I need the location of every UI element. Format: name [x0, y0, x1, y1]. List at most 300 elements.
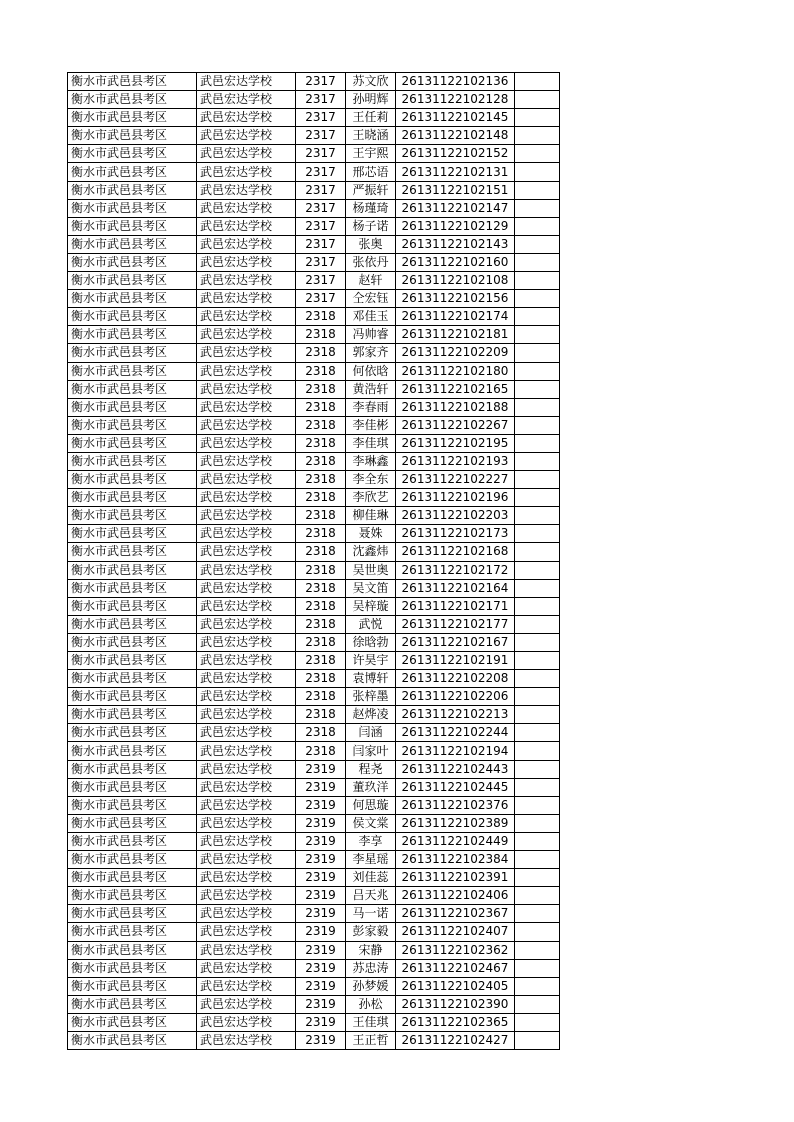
exam-id-cell: 26131122102208 — [396, 670, 515, 688]
exam-area-cell: 衡水市武邑县考区 — [68, 127, 197, 145]
table-row — [68, 452, 560, 470]
class-cell: 2318 — [296, 724, 346, 742]
exam-area-cell: 衡水市武邑县考区 — [68, 670, 197, 688]
class-cell: 2318 — [296, 326, 346, 344]
class-cell: 2318 — [296, 561, 346, 579]
class-cell: 2318 — [296, 471, 346, 489]
empty-cell — [515, 362, 560, 380]
empty-cell — [515, 724, 560, 742]
empty-cell — [515, 452, 560, 470]
student-name-cell: 侯文棠 — [346, 814, 396, 832]
class-cell: 2319 — [296, 905, 346, 923]
empty-cell — [515, 145, 560, 163]
exam-area-cell: 衡水市武邑县考区 — [68, 615, 197, 633]
school-cell: 武邑宏达学校 — [197, 923, 296, 941]
exam-area-cell: 衡水市武邑县考区 — [68, 434, 197, 452]
school-cell: 武邑宏达学校 — [197, 652, 296, 670]
exam-id-cell: 26131122102227 — [396, 471, 515, 489]
table-row — [68, 633, 560, 651]
empty-cell — [515, 579, 560, 597]
exam-area-cell: 衡水市武邑县考区 — [68, 489, 197, 507]
class-cell: 2318 — [296, 362, 346, 380]
school-cell: 武邑宏达学校 — [197, 145, 296, 163]
exam-area-cell: 衡水市武邑县考区 — [68, 923, 197, 941]
student-name-cell: 赵烨凌 — [346, 706, 396, 724]
exam-area-cell: 衡水市武邑县考区 — [68, 199, 197, 217]
student-name-cell: 李佳琪 — [346, 434, 396, 452]
table-row — [68, 507, 560, 525]
exam-id-cell: 26131122102449 — [396, 832, 515, 850]
class-cell: 2318 — [296, 434, 346, 452]
empty-cell — [515, 272, 560, 290]
student-name-cell: 王佳琪 — [346, 1013, 396, 1031]
school-cell: 武邑宏达学校 — [197, 344, 296, 362]
student-name-cell: 王晓涵 — [346, 127, 396, 145]
school-cell: 武邑宏达学校 — [197, 398, 296, 416]
exam-id-cell: 26131122102195 — [396, 434, 515, 452]
empty-cell — [515, 597, 560, 615]
exam-area-cell: 衡水市武邑县考区 — [68, 778, 197, 796]
exam-id-cell: 26131122102213 — [396, 706, 515, 724]
table-row — [68, 199, 560, 217]
exam-area-cell: 衡水市武邑县考区 — [68, 308, 197, 326]
exam-area-cell: 衡水市武邑县考区 — [68, 452, 197, 470]
school-cell: 武邑宏达学校 — [197, 706, 296, 724]
table-row — [68, 742, 560, 760]
school-cell: 武邑宏达学校 — [197, 163, 296, 181]
school-cell: 武邑宏达学校 — [197, 832, 296, 850]
exam-id-cell: 26131122102244 — [396, 724, 515, 742]
table-row — [68, 235, 560, 253]
class-cell: 2318 — [296, 543, 346, 561]
empty-cell — [515, 91, 560, 109]
table-row — [68, 832, 560, 850]
exam-id-cell: 26131122102148 — [396, 127, 515, 145]
exam-id-cell: 26131122102188 — [396, 398, 515, 416]
class-cell: 2318 — [296, 416, 346, 434]
table-row — [68, 434, 560, 452]
table-row — [68, 344, 560, 362]
class-cell: 2318 — [296, 525, 346, 543]
school-cell: 武邑宏达学校 — [197, 814, 296, 832]
exam-id-cell: 26131122102173 — [396, 525, 515, 543]
table-row — [68, 778, 560, 796]
exam-id-cell: 26131122102196 — [396, 489, 515, 507]
exam-id-cell: 26131122102152 — [396, 145, 515, 163]
class-cell: 2317 — [296, 235, 346, 253]
student-name-cell: 邓佳玉 — [346, 308, 396, 326]
empty-cell — [515, 633, 560, 651]
empty-cell — [515, 525, 560, 543]
exam-id-cell: 26131122102191 — [396, 652, 515, 670]
table-row — [68, 561, 560, 579]
class-cell: 2318 — [296, 507, 346, 525]
exam-id-cell: 26131122102145 — [396, 109, 515, 127]
student-name-cell: 吴梓璇 — [346, 597, 396, 615]
empty-cell — [515, 235, 560, 253]
student-name-cell: 吴世奥 — [346, 561, 396, 579]
exam-id-cell: 26131122102391 — [396, 869, 515, 887]
student-name-cell: 闫涵 — [346, 724, 396, 742]
empty-cell — [515, 163, 560, 181]
exam-id-cell: 26131122102267 — [396, 416, 515, 434]
school-cell: 武邑宏达学校 — [197, 941, 296, 959]
empty-cell — [515, 434, 560, 452]
empty-cell — [515, 869, 560, 887]
table-row — [68, 326, 560, 344]
empty-cell — [515, 706, 560, 724]
class-cell: 2317 — [296, 91, 346, 109]
exam-area-cell: 衡水市武邑县考区 — [68, 688, 197, 706]
class-cell: 2319 — [296, 760, 346, 778]
exam-area-cell: 衡水市武邑县考区 — [68, 597, 197, 615]
exam-area-cell: 衡水市武邑县考区 — [68, 995, 197, 1013]
empty-cell — [515, 905, 560, 923]
table-row — [68, 416, 560, 434]
empty-cell — [515, 1031, 560, 1049]
exam-id-cell: 26131122102136 — [396, 73, 515, 91]
school-cell: 武邑宏达学校 — [197, 995, 296, 1013]
student-name-cell: 吴文笛 — [346, 579, 396, 597]
class-cell: 2317 — [296, 253, 346, 271]
exam-area-cell: 衡水市武邑县考区 — [68, 832, 197, 850]
empty-cell — [515, 923, 560, 941]
school-cell: 武邑宏达学校 — [197, 217, 296, 235]
class-cell: 2317 — [296, 109, 346, 127]
student-name-cell: 孙梦媛 — [346, 977, 396, 995]
school-cell: 武邑宏达学校 — [197, 434, 296, 452]
student-name-cell: 程尧 — [346, 760, 396, 778]
student-name-cell: 吕天兆 — [346, 887, 396, 905]
exam-id-cell: 26131122102167 — [396, 633, 515, 651]
school-cell: 武邑宏达学校 — [197, 543, 296, 561]
class-cell: 2318 — [296, 344, 346, 362]
school-cell: 武邑宏达学校 — [197, 688, 296, 706]
exam-area-cell: 衡水市武邑县考区 — [68, 724, 197, 742]
student-name-cell: 彭家毅 — [346, 923, 396, 941]
class-cell: 2318 — [296, 452, 346, 470]
class-cell: 2317 — [296, 127, 346, 145]
table-row — [68, 253, 560, 271]
exam-id-cell: 26131122102156 — [396, 290, 515, 308]
school-cell: 武邑宏达学校 — [197, 471, 296, 489]
empty-cell — [515, 995, 560, 1013]
table-row — [68, 905, 560, 923]
exam-area-cell: 衡水市武邑县考区 — [68, 742, 197, 760]
table-row — [68, 181, 560, 199]
table-row — [68, 380, 560, 398]
student-name-cell: 赵轩 — [346, 272, 396, 290]
table-row — [68, 163, 560, 181]
exam-id-cell: 26131122102384 — [396, 851, 515, 869]
class-cell: 2318 — [296, 308, 346, 326]
exam-area-cell: 衡水市武邑县考区 — [68, 959, 197, 977]
table-row — [68, 1031, 560, 1049]
student-name-cell: 董玖洋 — [346, 778, 396, 796]
exam-area-cell: 衡水市武邑县考区 — [68, 253, 197, 271]
class-cell: 2317 — [296, 145, 346, 163]
empty-cell — [515, 615, 560, 633]
student-name-cell: 闫家叶 — [346, 742, 396, 760]
exam-id-cell: 26131122102131 — [396, 163, 515, 181]
table-row — [68, 706, 560, 724]
exam-id-cell: 26131122102177 — [396, 615, 515, 633]
table-row — [68, 272, 560, 290]
empty-cell — [515, 217, 560, 235]
class-cell: 2319 — [296, 1031, 346, 1049]
empty-cell — [515, 471, 560, 489]
exam-id-cell: 26131122102467 — [396, 959, 515, 977]
school-cell: 武邑宏达学校 — [197, 1013, 296, 1031]
class-cell: 2318 — [296, 633, 346, 651]
exam-area-cell: 衡水市武邑县考区 — [68, 887, 197, 905]
school-cell: 武邑宏达学校 — [197, 326, 296, 344]
student-name-cell: 何思璇 — [346, 796, 396, 814]
student-name-cell: 徐晗勃 — [346, 633, 396, 651]
student-name-cell: 李享 — [346, 832, 396, 850]
table-row — [68, 977, 560, 995]
class-cell: 2319 — [296, 796, 346, 814]
exam-area-cell: 衡水市武邑县考区 — [68, 652, 197, 670]
empty-cell — [515, 127, 560, 145]
exam-area-cell: 衡水市武邑县考区 — [68, 362, 197, 380]
table-row — [68, 145, 560, 163]
school-cell: 武邑宏达学校 — [197, 778, 296, 796]
exam-area-cell: 衡水市武邑县考区 — [68, 163, 197, 181]
empty-cell — [515, 109, 560, 127]
class-cell: 2318 — [296, 706, 346, 724]
exam-id-cell: 26131122102443 — [396, 760, 515, 778]
student-name-cell: 马一诺 — [346, 905, 396, 923]
table-row — [68, 851, 560, 869]
school-cell: 武邑宏达学校 — [197, 579, 296, 597]
exam-id-cell: 26131122102427 — [396, 1031, 515, 1049]
student-name-cell: 苏忠涛 — [346, 959, 396, 977]
student-name-cell: 孙松 — [346, 995, 396, 1013]
exam-area-cell: 衡水市武邑县考区 — [68, 109, 197, 127]
exam-id-cell: 26131122102194 — [396, 742, 515, 760]
exam-id-cell: 26131122102406 — [396, 887, 515, 905]
exam-id-cell: 26131122102180 — [396, 362, 515, 380]
school-cell: 武邑宏达学校 — [197, 290, 296, 308]
empty-cell — [515, 959, 560, 977]
student-name-cell: 杨子诺 — [346, 217, 396, 235]
empty-cell — [515, 308, 560, 326]
exam-area-cell: 衡水市武邑县考区 — [68, 145, 197, 163]
exam-area-cell: 衡水市武邑县考区 — [68, 760, 197, 778]
school-cell: 武邑宏达学校 — [197, 73, 296, 91]
empty-cell — [515, 253, 560, 271]
student-name-cell: 苏文欣 — [346, 73, 396, 91]
school-cell: 武邑宏达学校 — [197, 1031, 296, 1049]
school-cell: 武邑宏达学校 — [197, 561, 296, 579]
student-name-cell: 王正哲 — [346, 1031, 396, 1049]
student-name-cell: 袁博轩 — [346, 670, 396, 688]
class-cell: 2319 — [296, 941, 346, 959]
empty-cell — [515, 398, 560, 416]
school-cell: 武邑宏达学校 — [197, 525, 296, 543]
student-name-cell: 杨瑾琦 — [346, 199, 396, 217]
student-name-cell: 黄浩轩 — [346, 380, 396, 398]
empty-cell — [515, 742, 560, 760]
empty-cell — [515, 1013, 560, 1031]
school-cell: 武邑宏达学校 — [197, 416, 296, 434]
class-cell: 2318 — [296, 688, 346, 706]
exam-id-cell: 26131122102174 — [396, 308, 515, 326]
class-cell: 2318 — [296, 597, 346, 615]
exam-area-cell: 衡水市武邑县考区 — [68, 235, 197, 253]
exam-area-cell: 衡水市武邑县考区 — [68, 633, 197, 651]
student-name-cell: 李春雨 — [346, 398, 396, 416]
exam-id-cell: 26131122102129 — [396, 217, 515, 235]
student-name-cell: 冯帅睿 — [346, 326, 396, 344]
student-name-cell: 王宇熙 — [346, 145, 396, 163]
student-name-cell: 何依晗 — [346, 362, 396, 380]
class-cell: 2318 — [296, 615, 346, 633]
empty-cell — [515, 561, 560, 579]
class-cell: 2318 — [296, 579, 346, 597]
exam-area-cell: 衡水市武邑县考区 — [68, 507, 197, 525]
exam-id-cell: 26131122102405 — [396, 977, 515, 995]
empty-cell — [515, 851, 560, 869]
student-name-cell: 张依丹 — [346, 253, 396, 271]
class-cell: 2317 — [296, 163, 346, 181]
class-cell: 2319 — [296, 1013, 346, 1031]
empty-cell — [515, 760, 560, 778]
student-name-cell: 许昊宇 — [346, 652, 396, 670]
exam-id-cell: 26131122102209 — [396, 344, 515, 362]
class-cell: 2317 — [296, 199, 346, 217]
student-name-cell: 李欣艺 — [346, 489, 396, 507]
empty-cell — [515, 543, 560, 561]
school-cell: 武邑宏达学校 — [197, 362, 296, 380]
student-name-cell: 张梓墨 — [346, 688, 396, 706]
table-row — [68, 615, 560, 633]
school-cell: 武邑宏达学校 — [197, 887, 296, 905]
exam-id-cell: 26131122102193 — [396, 452, 515, 470]
exam-id-cell: 26131122102445 — [396, 778, 515, 796]
exam-id-cell: 26131122102390 — [396, 995, 515, 1013]
empty-cell — [515, 977, 560, 995]
exam-area-cell: 衡水市武邑县考区 — [68, 561, 197, 579]
empty-cell — [515, 344, 560, 362]
exam-id-cell: 26131122102165 — [396, 380, 515, 398]
table-row — [68, 471, 560, 489]
empty-cell — [515, 670, 560, 688]
table-row — [68, 217, 560, 235]
table-row — [68, 1013, 560, 1031]
school-cell: 武邑宏达学校 — [197, 760, 296, 778]
table-row — [68, 724, 560, 742]
class-cell: 2318 — [296, 398, 346, 416]
exam-area-cell: 衡水市武邑县考区 — [68, 525, 197, 543]
empty-cell — [515, 887, 560, 905]
school-cell: 武邑宏达学校 — [197, 181, 296, 199]
exam-area-cell: 衡水市武邑县考区 — [68, 796, 197, 814]
empty-cell — [515, 814, 560, 832]
empty-cell — [515, 380, 560, 398]
class-cell: 2317 — [296, 181, 346, 199]
school-cell: 武邑宏达学校 — [197, 724, 296, 742]
exam-id-cell: 26131122102367 — [396, 905, 515, 923]
roster-body — [68, 73, 560, 1050]
exam-area-cell: 衡水市武邑县考区 — [68, 941, 197, 959]
class-cell: 2317 — [296, 290, 346, 308]
exam-area-cell: 衡水市武邑县考区 — [68, 344, 197, 362]
table-row — [68, 796, 560, 814]
exam-id-cell: 26131122102376 — [396, 796, 515, 814]
student-name-cell: 刘佳蕊 — [346, 869, 396, 887]
school-cell: 武邑宏达学校 — [197, 235, 296, 253]
empty-cell — [515, 73, 560, 91]
class-cell: 2318 — [296, 670, 346, 688]
table-row — [68, 995, 560, 1013]
school-cell: 武邑宏达学校 — [197, 670, 296, 688]
school-cell: 武邑宏达学校 — [197, 742, 296, 760]
empty-cell — [515, 688, 560, 706]
exam-area-cell: 衡水市武邑县考区 — [68, 326, 197, 344]
class-cell: 2319 — [296, 778, 346, 796]
table-row — [68, 670, 560, 688]
table-row — [68, 597, 560, 615]
exam-id-cell: 26131122102203 — [396, 507, 515, 525]
exam-id-cell: 26131122102147 — [396, 199, 515, 217]
table-row — [68, 887, 560, 905]
school-cell: 武邑宏达学校 — [197, 272, 296, 290]
table-row — [68, 814, 560, 832]
school-cell: 武邑宏达学校 — [197, 380, 296, 398]
empty-cell — [515, 652, 560, 670]
student-name-cell: 沈鑫炜 — [346, 543, 396, 561]
table-row — [68, 127, 560, 145]
student-name-cell: 李星瑶 — [346, 851, 396, 869]
school-cell: 武邑宏达学校 — [197, 127, 296, 145]
school-cell: 武邑宏达学校 — [197, 615, 296, 633]
exam-area-cell: 衡水市武邑县考区 — [68, 398, 197, 416]
table-row — [68, 941, 560, 959]
exam-area-cell: 衡水市武邑县考区 — [68, 1031, 197, 1049]
school-cell: 武邑宏达学校 — [197, 851, 296, 869]
school-cell: 武邑宏达学校 — [197, 597, 296, 615]
exam-id-cell: 26131122102171 — [396, 597, 515, 615]
empty-cell — [515, 507, 560, 525]
student-name-cell: 孙明辉 — [346, 91, 396, 109]
school-cell: 武邑宏达学校 — [197, 977, 296, 995]
school-cell: 武邑宏达学校 — [197, 489, 296, 507]
exam-area-cell: 衡水市武邑县考区 — [68, 851, 197, 869]
exam-id-cell: 26131122102407 — [396, 923, 515, 941]
empty-cell — [515, 326, 560, 344]
class-cell: 2319 — [296, 977, 346, 995]
school-cell: 武邑宏达学校 — [197, 452, 296, 470]
empty-cell — [515, 489, 560, 507]
empty-cell — [515, 778, 560, 796]
table-row — [68, 959, 560, 977]
school-cell: 武邑宏达学校 — [197, 507, 296, 525]
exam-area-cell: 衡水市武邑县考区 — [68, 905, 197, 923]
class-cell: 2318 — [296, 742, 346, 760]
school-cell: 武邑宏达学校 — [197, 633, 296, 651]
exam-area-cell: 衡水市武邑县考区 — [68, 471, 197, 489]
exam-area-cell: 衡水市武邑县考区 — [68, 272, 197, 290]
table-row — [68, 362, 560, 380]
student-name-cell: 王任莉 — [346, 109, 396, 127]
class-cell: 2319 — [296, 814, 346, 832]
school-cell: 武邑宏达学校 — [197, 199, 296, 217]
class-cell: 2319 — [296, 923, 346, 941]
exam-area-cell: 衡水市武邑县考区 — [68, 1013, 197, 1031]
student-name-cell: 宋静 — [346, 941, 396, 959]
